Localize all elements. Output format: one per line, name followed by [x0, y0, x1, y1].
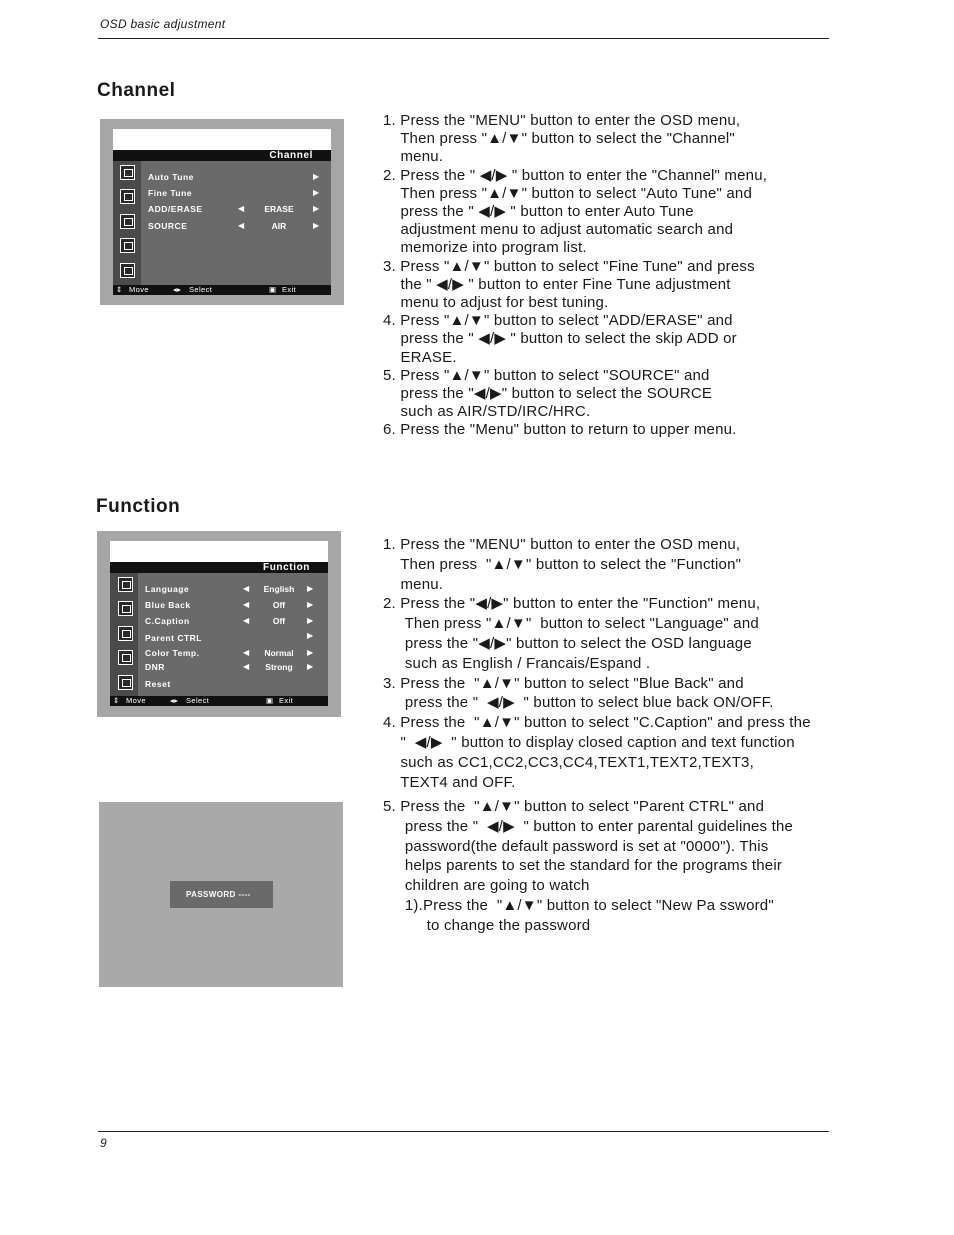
- step-line: 1. Press the "MENU" button to enter the OSD menu,: [383, 536, 741, 553]
- step-line: " ◀/▶ " button to display closed caption and text function: [383, 733, 795, 751]
- function-steps-b: [383, 797, 793, 936]
- password-box: PASSWORD ----: [170, 881, 273, 908]
- osd-row-label: Parent CTRL: [145, 633, 202, 643]
- step-line: 4. Press "▲/▼" button to select "ADD/ERASE" and: [383, 312, 733, 330]
- step-line: Then press "▲/▼" button to select the "Channel": [383, 130, 735, 148]
- step-line: Then press "▲/▼" button to select "Language" and: [383, 615, 759, 633]
- osd-row-label: Blue Back: [145, 600, 191, 610]
- osd-row-label: C.Caption: [145, 616, 190, 626]
- step-line: 4. Press the "▲/▼" button to select "C.Caption" and press the: [383, 714, 811, 732]
- right-arrow-icon: ▶: [313, 188, 320, 197]
- left-arrow-icon: ◀: [243, 616, 250, 625]
- step-line: menu.: [383, 148, 444, 166]
- osd-row-value: English: [263, 584, 295, 594]
- left-right-icon: ◂▸: [173, 285, 182, 294]
- step-line: children are going to watch: [383, 877, 590, 895]
- step-line: password(the default password is set at "0000"). This: [383, 837, 769, 855]
- step-line: 2. Press the " ◀/▶ " button to enter the "Channel" menu,: [383, 166, 768, 184]
- osd-row-value: Strong: [265, 662, 293, 672]
- footer-exit: Exit: [279, 696, 294, 705]
- channel-icon: [120, 238, 135, 253]
- step-line: Then press "▲/▼" button to select "Auto Tune" and: [383, 184, 753, 202]
- step-line: such as English / Francais/Espand .: [383, 654, 651, 672]
- clock-icon: [118, 626, 133, 641]
- osd-footer-bar: [113, 285, 331, 295]
- step-line: 1).Press the "▲/▼" button to select "New Pa ssword": [383, 896, 774, 914]
- step-line: adjustment menu to adjust automatic search and: [383, 221, 734, 239]
- left-arrow-icon: ◀: [243, 600, 250, 609]
- menu-icon: ▣: [266, 696, 274, 705]
- step-line: helps parents to set the standard for the programs their: [383, 857, 783, 875]
- function-steps-a: [383, 535, 811, 792]
- osd-row-label: SOURCE: [148, 221, 188, 231]
- running-header: OSD basic adjustment: [100, 17, 226, 31]
- osd-row-value: Off: [272, 600, 286, 610]
- up-down-icon: ⇕: [113, 696, 120, 705]
- osd-row-label: Reset: [145, 679, 171, 689]
- sound-icon: [118, 601, 133, 616]
- step-line: 5. Press the "▲/▼" button to select "Parent CTRL" and: [383, 798, 765, 815]
- function-osd-screen: [97, 531, 341, 717]
- osd-row-label: DNR: [145, 662, 165, 672]
- step-line: ERASE.: [383, 348, 457, 366]
- right-arrow-icon: ▶: [307, 600, 314, 609]
- step-line: 6. Press the "Menu" button to return to upper menu.: [383, 421, 737, 439]
- left-arrow-icon: ◀: [243, 584, 250, 593]
- step-line: press the "◀/▶" button to select the SOURCE: [383, 385, 713, 403]
- osd-row-value: AIR: [271, 221, 287, 231]
- footer-select: Select: [186, 696, 210, 705]
- left-arrow-icon: ◀: [243, 662, 250, 671]
- step-line: press the " ◀/▶ " button to enter Auto Tune: [383, 203, 694, 221]
- step-line: 2. Press the "◀/▶" button to enter the "Function" menu,: [383, 595, 761, 613]
- picture-icon: [118, 577, 133, 592]
- step-line: memorize into program list.: [383, 239, 587, 257]
- right-arrow-icon: ▶: [313, 172, 320, 181]
- step-line: 3. Press "▲/▼" button to select "Fine Tune" and press: [383, 257, 755, 275]
- left-arrow-icon: ◀: [238, 221, 245, 230]
- step-line: Then press "▲/▼" button to select the "Function": [383, 555, 742, 573]
- step-line: press the " ◀/▶ " button to select blue back ON/OFF.: [383, 694, 774, 712]
- osd-row-label: Language: [145, 584, 190, 594]
- footer-move: Move: [129, 285, 149, 294]
- step-line: menu.: [383, 575, 444, 593]
- channel-title: Channel: [97, 80, 176, 101]
- osd-row-label: Fine Tune: [148, 188, 193, 198]
- osd-top-bar: [113, 129, 331, 150]
- footer-exit: Exit: [282, 285, 297, 294]
- step-line: such as CC1,CC2,CC3,CC4,TEXT1,TEXT2,TEXT3,: [383, 753, 754, 771]
- right-arrow-icon: ▶: [307, 631, 314, 640]
- right-arrow-icon: ▶: [307, 584, 314, 593]
- footer-move: Move: [126, 696, 146, 705]
- step-line: press the " ◀/▶ " button to select the skip ADD or: [383, 330, 737, 348]
- step-line: 3. Press the "▲/▼" button to select "Blue Back" and: [383, 674, 744, 692]
- up-down-icon: ⇕: [116, 285, 123, 294]
- osd-row-label: Color Temp.: [145, 648, 200, 658]
- header-rule: [98, 38, 829, 39]
- step-line: 5. Press "▲/▼" button to select "SOURCE" and: [383, 366, 710, 384]
- right-arrow-icon: ▶: [307, 648, 314, 657]
- osd-menu-title: Channel: [113, 150, 331, 161]
- step-line: to change the password: [383, 916, 591, 934]
- osd-top-bar: [110, 541, 328, 562]
- left-right-icon: ◂▸: [170, 696, 179, 705]
- channel-osd-screen: [100, 119, 344, 305]
- footer-select: Select: [189, 285, 213, 294]
- step-line: 1. Press the "MENU" button to enter the OSD menu,: [383, 112, 741, 129]
- function-icon: [118, 675, 133, 690]
- osd-row-value: ERASE: [264, 204, 294, 214]
- left-arrow-icon: ◀: [243, 648, 250, 657]
- step-line: press the " ◀/▶ " button to enter parental guidelines the: [383, 817, 794, 835]
- right-arrow-icon: ▶: [313, 221, 320, 230]
- menu-icon: ▣: [269, 285, 277, 294]
- step-line: TEXT4 and OFF.: [383, 773, 516, 791]
- function-icon: [120, 263, 135, 278]
- channel-steps: [383, 112, 767, 440]
- channel-icon: [118, 650, 133, 665]
- footer-rule: [98, 1131, 829, 1132]
- step-line: such as AIR/STD/IRC/HRC.: [383, 403, 591, 421]
- sound-icon: [120, 189, 135, 204]
- osd-row-value: Normal: [264, 648, 294, 658]
- step-line: menu to adjust for best tuning.: [383, 294, 609, 312]
- osd-menu-title: Function: [110, 562, 328, 573]
- function-title: Function: [96, 496, 181, 517]
- clock-icon: [120, 214, 135, 229]
- step-line: press the "◀/▶" button to select the OSD language: [383, 634, 752, 652]
- osd-footer-bar: [110, 696, 328, 706]
- right-arrow-icon: ▶: [307, 662, 314, 671]
- left-arrow-icon: ◀: [238, 204, 245, 213]
- right-arrow-icon: ▶: [307, 616, 314, 625]
- osd-row-label: ADD/ERASE: [148, 204, 203, 214]
- picture-icon: [120, 165, 135, 180]
- step-line: the " ◀/▶ " button to enter Fine Tune adjustment: [383, 275, 731, 293]
- page-number: 9: [100, 1136, 107, 1150]
- osd-row-value: Off: [272, 616, 286, 626]
- right-arrow-icon: ▶: [313, 204, 320, 213]
- osd-row-label: Auto Tune: [148, 172, 194, 182]
